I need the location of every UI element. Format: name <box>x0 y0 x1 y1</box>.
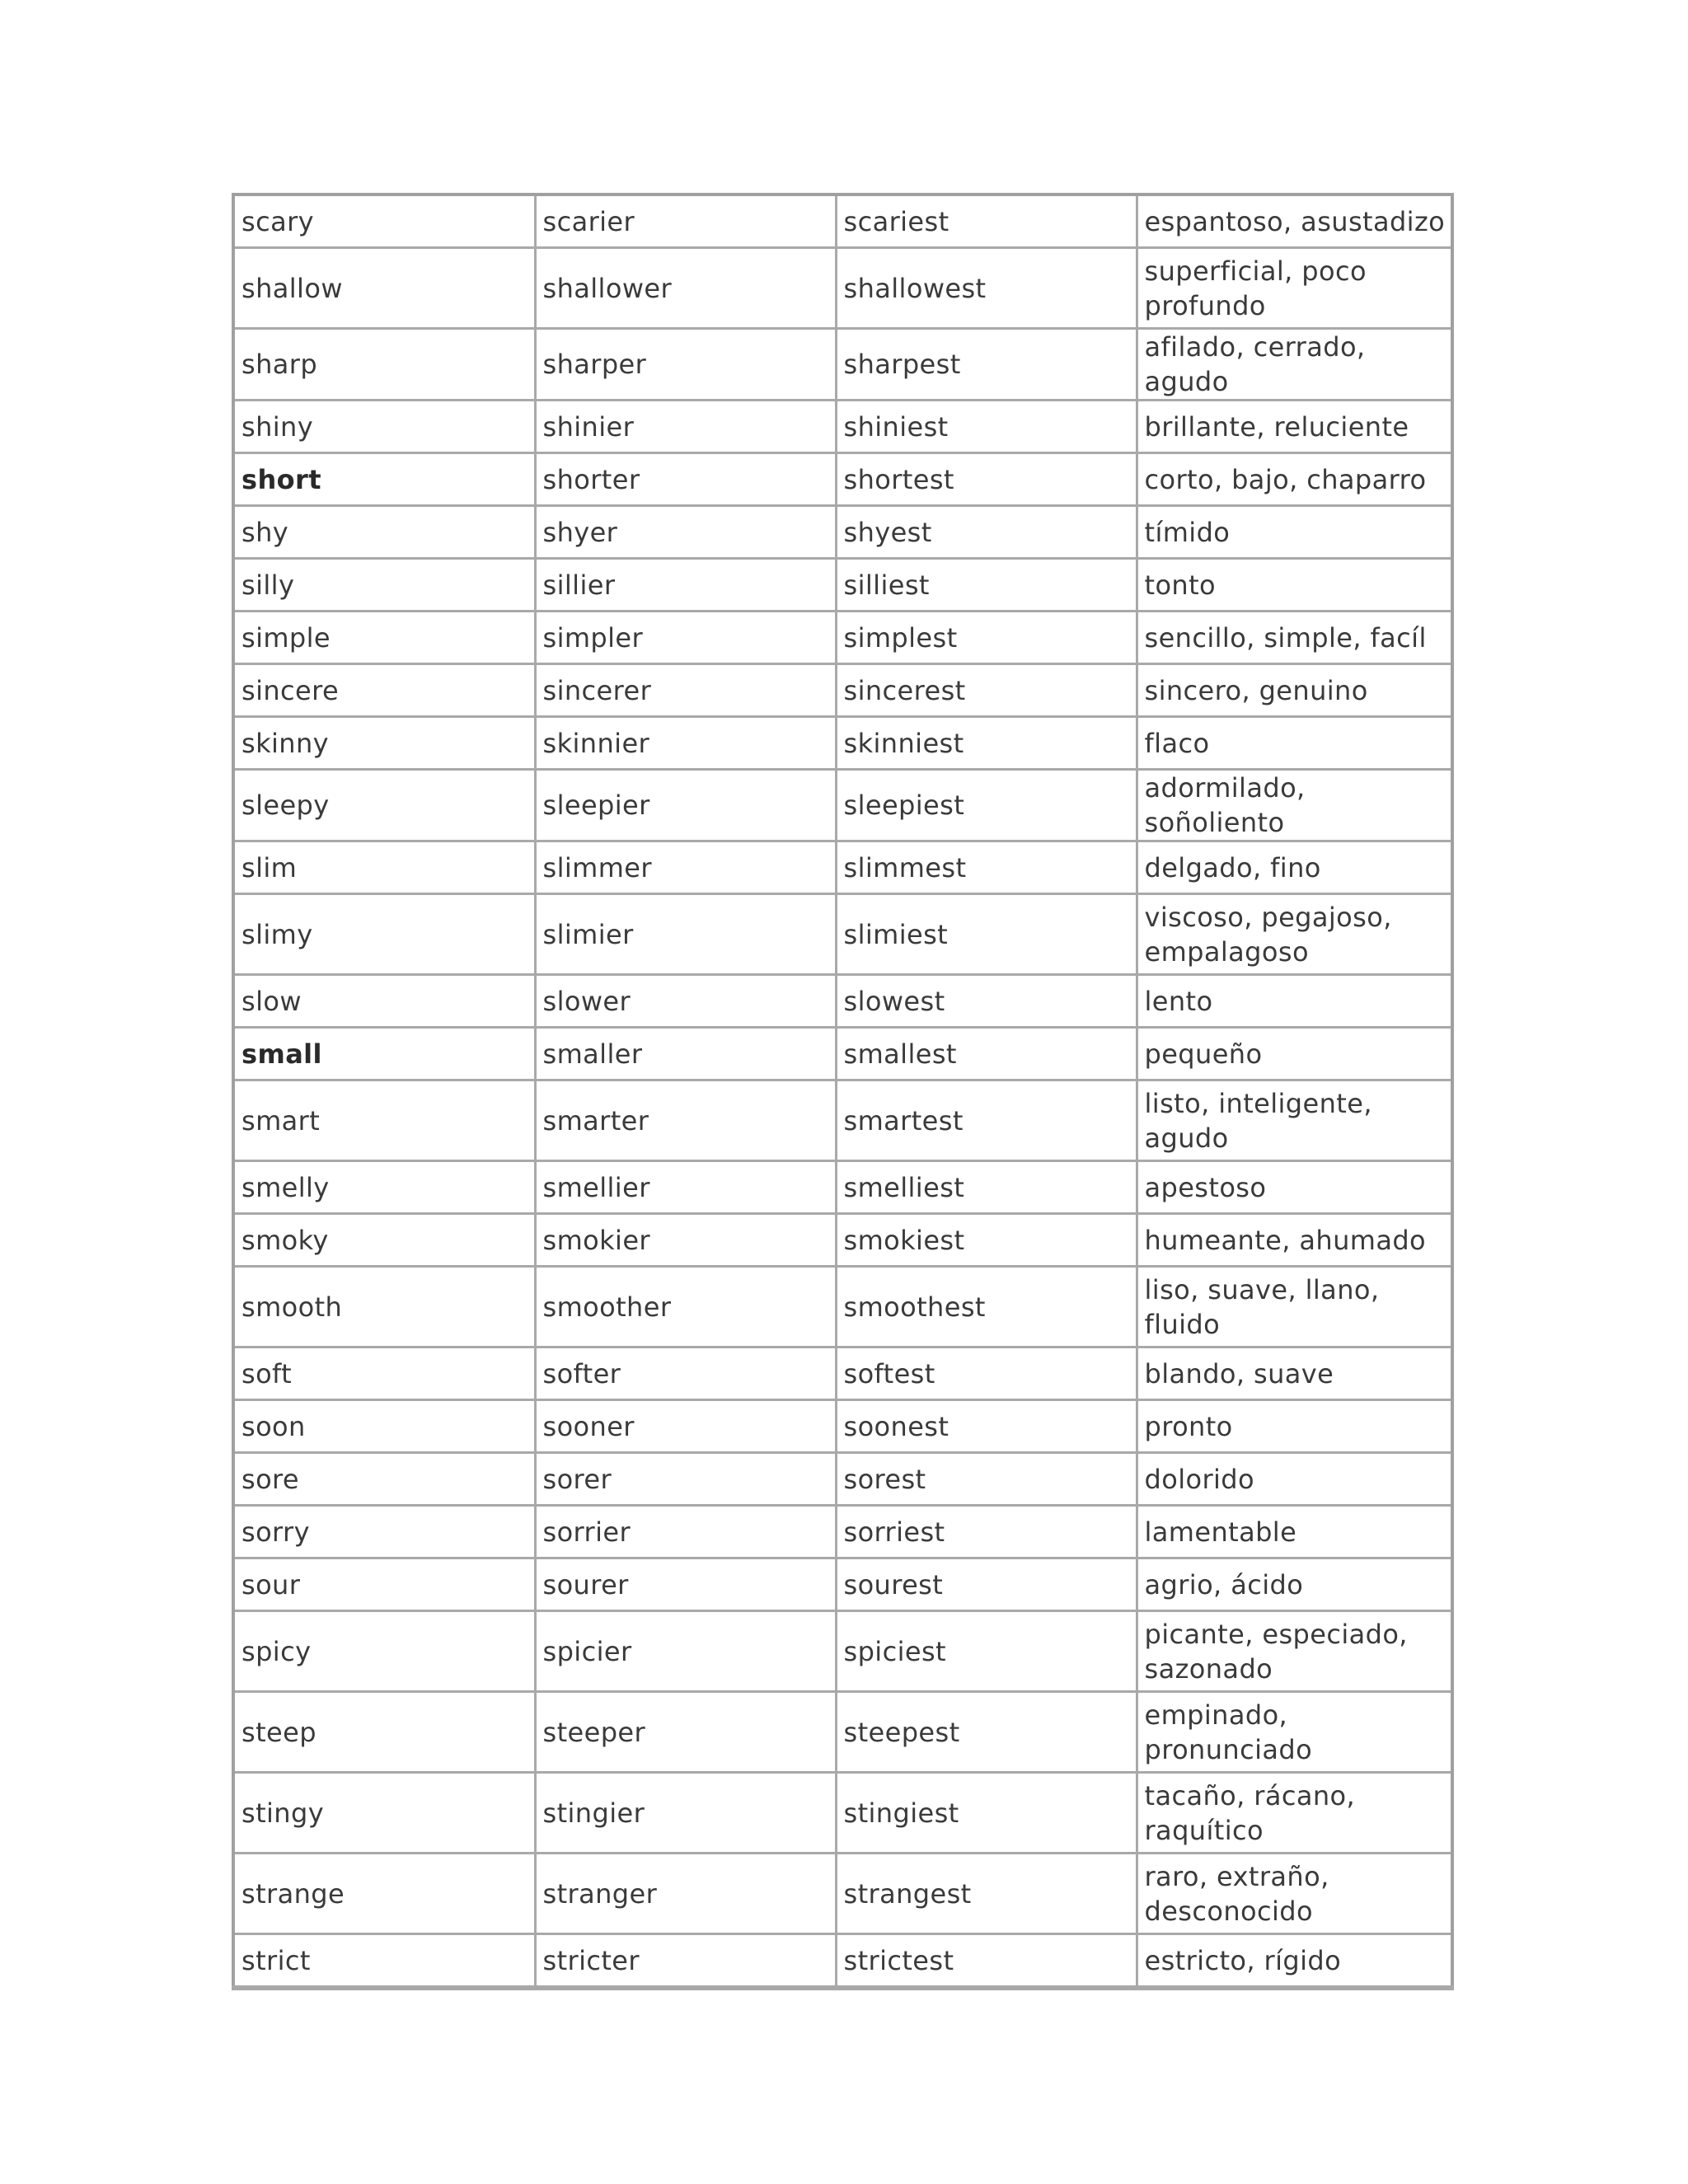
adjective-table-body <box>233 194 1452 1988</box>
superlative-cell: smoothest <box>836 1267 1137 1347</box>
comparative-cell: sincerer <box>535 664 836 717</box>
spanish-translation-cell: adormilado, soñoliento <box>1137 770 1452 841</box>
base-form-cell: shiny <box>233 401 535 453</box>
comparative-cell: slower <box>535 975 836 1028</box>
table-row <box>233 506 1452 559</box>
spanish-translation-cell: delgado, fino <box>1137 841 1452 894</box>
superlative-cell: scariest <box>836 194 1137 248</box>
table-row <box>233 401 1452 453</box>
comparative-cell: smarter <box>535 1080 836 1161</box>
superlative-cell: sourest <box>836 1558 1137 1611</box>
superlative-cell: stingiest <box>836 1773 1137 1854</box>
superlative-cell: sorriest <box>836 1506 1137 1558</box>
table-row <box>233 841 1452 894</box>
spanish-translation-cell: tímido <box>1137 506 1452 559</box>
base-form-cell: scary <box>233 194 535 248</box>
table-row <box>233 1773 1452 1854</box>
spanish-translation-cell: dolorido <box>1137 1453 1452 1506</box>
base-form-cell: sleepy <box>233 770 535 841</box>
table-row <box>233 453 1452 506</box>
comparative-cell: stranger <box>535 1854 836 1934</box>
spanish-translation-cell: humeante, ahumado <box>1137 1214 1452 1267</box>
table-row <box>233 1161 1452 1214</box>
comparative-cell: smokier <box>535 1214 836 1267</box>
spanish-translation-cell: picante, especiado, sazonado <box>1137 1611 1452 1692</box>
base-form-cell: smooth <box>233 1267 535 1347</box>
spanish-translation-cell: tonto <box>1137 559 1452 612</box>
table-row <box>233 612 1452 664</box>
spanish-translation-cell: estricto, rígido <box>1137 1934 1452 1989</box>
comparative-cell: steeper <box>535 1692 836 1773</box>
table-row <box>233 975 1452 1028</box>
comparative-cell: shinier <box>535 401 836 453</box>
adjective-table <box>232 193 1454 1990</box>
base-form-cell: simple <box>233 612 535 664</box>
superlative-cell: strictest <box>836 1934 1137 1989</box>
superlative-cell: sleepiest <box>836 770 1137 841</box>
table-row <box>233 1214 1452 1267</box>
superlative-cell: shiniest <box>836 401 1137 453</box>
superlative-cell: softest <box>836 1347 1137 1400</box>
superlative-cell: skinniest <box>836 717 1137 770</box>
spanish-translation-cell: sincero, genuino <box>1137 664 1452 717</box>
comparative-cell: spicier <box>535 1611 836 1692</box>
spanish-translation-cell: lamentable <box>1137 1506 1452 1558</box>
base-form-cell: small <box>233 1028 535 1080</box>
superlative-cell: smelliest <box>836 1161 1137 1214</box>
base-form-cell: sharp <box>233 329 535 401</box>
table-row <box>233 329 1452 401</box>
base-form-cell: smelly <box>233 1161 535 1214</box>
comparative-cell: shorter <box>535 453 836 506</box>
comparative-cell: slimier <box>535 894 836 975</box>
table-row <box>233 894 1452 975</box>
spanish-translation-cell: listo, inteligente, agudo <box>1137 1080 1452 1161</box>
base-form-cell: shallow <box>233 248 535 329</box>
spanish-translation-cell: agrio, ácido <box>1137 1558 1452 1611</box>
spanish-translation-cell: blando, suave <box>1137 1347 1452 1400</box>
base-form-cell: steep <box>233 1692 535 1773</box>
superlative-cell: sincerest <box>836 664 1137 717</box>
table-row <box>233 248 1452 329</box>
table-row <box>233 1267 1452 1347</box>
base-form-cell: strict <box>233 1934 535 1989</box>
base-form-cell: short <box>233 453 535 506</box>
comparative-cell: sharper <box>535 329 836 401</box>
spanish-translation-cell: corto, bajo, chaparro <box>1137 453 1452 506</box>
comparative-cell: shallower <box>535 248 836 329</box>
superlative-cell: soonest <box>836 1400 1137 1453</box>
comparative-cell: simpler <box>535 612 836 664</box>
table-row <box>233 664 1452 717</box>
comparative-cell: stricter <box>535 1934 836 1989</box>
spanish-translation-cell: viscoso, pegajoso, empalagoso <box>1137 894 1452 975</box>
comparative-cell: sorer <box>535 1453 836 1506</box>
comparative-cell: smaller <box>535 1028 836 1080</box>
superlative-cell: steepest <box>836 1692 1137 1773</box>
base-form-cell: skinny <box>233 717 535 770</box>
spanish-translation-cell: afilado, cerrado, agudo <box>1137 329 1452 401</box>
spanish-translation-cell: tacaño, rácano, raquítico <box>1137 1773 1452 1854</box>
spanish-translation-cell: empinado, pronunciado <box>1137 1692 1452 1773</box>
comparative-cell: scarier <box>535 194 836 248</box>
superlative-cell: sharpest <box>836 329 1137 401</box>
superlative-cell: strangest <box>836 1854 1137 1934</box>
comparative-cell: sourer <box>535 1558 836 1611</box>
comparative-cell: skinnier <box>535 717 836 770</box>
superlative-cell: sorest <box>836 1453 1137 1506</box>
table-row <box>233 1453 1452 1506</box>
base-form-cell: sincere <box>233 664 535 717</box>
base-form-cell: slow <box>233 975 535 1028</box>
superlative-cell: smokiest <box>836 1214 1137 1267</box>
spanish-translation-cell: sencillo, simple, facíl <box>1137 612 1452 664</box>
comparative-cell: smoother <box>535 1267 836 1347</box>
superlative-cell: silliest <box>836 559 1137 612</box>
base-form-cell: sorry <box>233 1506 535 1558</box>
base-form-cell: strange <box>233 1854 535 1934</box>
superlative-cell: smartest <box>836 1080 1137 1161</box>
spanish-translation-cell: flaco <box>1137 717 1452 770</box>
comparative-cell: slimmer <box>535 841 836 894</box>
base-form-cell: sour <box>233 1558 535 1611</box>
comparative-cell: sorrier <box>535 1506 836 1558</box>
base-form-cell: soft <box>233 1347 535 1400</box>
comparative-cell: sleepier <box>535 770 836 841</box>
superlative-cell: spiciest <box>836 1611 1137 1692</box>
base-form-cell: spicy <box>233 1611 535 1692</box>
table-row <box>233 1400 1452 1453</box>
spanish-translation-cell: lento <box>1137 975 1452 1028</box>
comparative-cell: shyer <box>535 506 836 559</box>
comparative-cell: softer <box>535 1347 836 1400</box>
table-row <box>233 1611 1452 1692</box>
spanish-translation-cell: brillante, reluciente <box>1137 401 1452 453</box>
superlative-cell: shallowest <box>836 248 1137 329</box>
superlative-cell: shyest <box>836 506 1137 559</box>
base-form-cell: shy <box>233 506 535 559</box>
table-row <box>233 1558 1452 1611</box>
base-form-cell: soon <box>233 1400 535 1453</box>
superlative-cell: slowest <box>836 975 1137 1028</box>
comparative-cell: stingier <box>535 1773 836 1854</box>
table-row <box>233 1506 1452 1558</box>
base-form-cell: sore <box>233 1453 535 1506</box>
table-row <box>233 194 1452 248</box>
table-row <box>233 1692 1452 1773</box>
table-row <box>233 1854 1452 1934</box>
spanish-translation-cell: raro, extraño, desconocido <box>1137 1854 1452 1934</box>
table-row <box>233 717 1452 770</box>
table-row <box>233 1028 1452 1080</box>
table-row <box>233 1934 1452 1989</box>
superlative-cell: slimmest <box>836 841 1137 894</box>
table-row <box>233 770 1452 841</box>
table-row <box>233 1347 1452 1400</box>
comparative-cell: sillier <box>535 559 836 612</box>
spanish-translation-cell: superficial, poco profundo <box>1137 248 1452 329</box>
spanish-translation-cell: pequeño <box>1137 1028 1452 1080</box>
base-form-cell: silly <box>233 559 535 612</box>
base-form-cell: stingy <box>233 1773 535 1854</box>
superlative-cell: smallest <box>836 1028 1137 1080</box>
superlative-cell: shortest <box>836 453 1137 506</box>
table-row <box>233 559 1452 612</box>
table-row <box>233 1080 1452 1161</box>
spanish-translation-cell: apestoso <box>1137 1161 1452 1214</box>
base-form-cell: slim <box>233 841 535 894</box>
superlative-cell: simplest <box>836 612 1137 664</box>
comparative-cell: sooner <box>535 1400 836 1453</box>
spanish-translation-cell: espantoso, asustadizo <box>1137 194 1452 248</box>
spanish-translation-cell: liso, suave, llano, fluido <box>1137 1267 1452 1347</box>
spanish-translation-cell: pronto <box>1137 1400 1452 1453</box>
base-form-cell: smart <box>233 1080 535 1161</box>
base-form-cell: slimy <box>233 894 535 975</box>
comparative-cell: smellier <box>535 1161 836 1214</box>
superlative-cell: slimiest <box>836 894 1137 975</box>
base-form-cell: smoky <box>233 1214 535 1267</box>
